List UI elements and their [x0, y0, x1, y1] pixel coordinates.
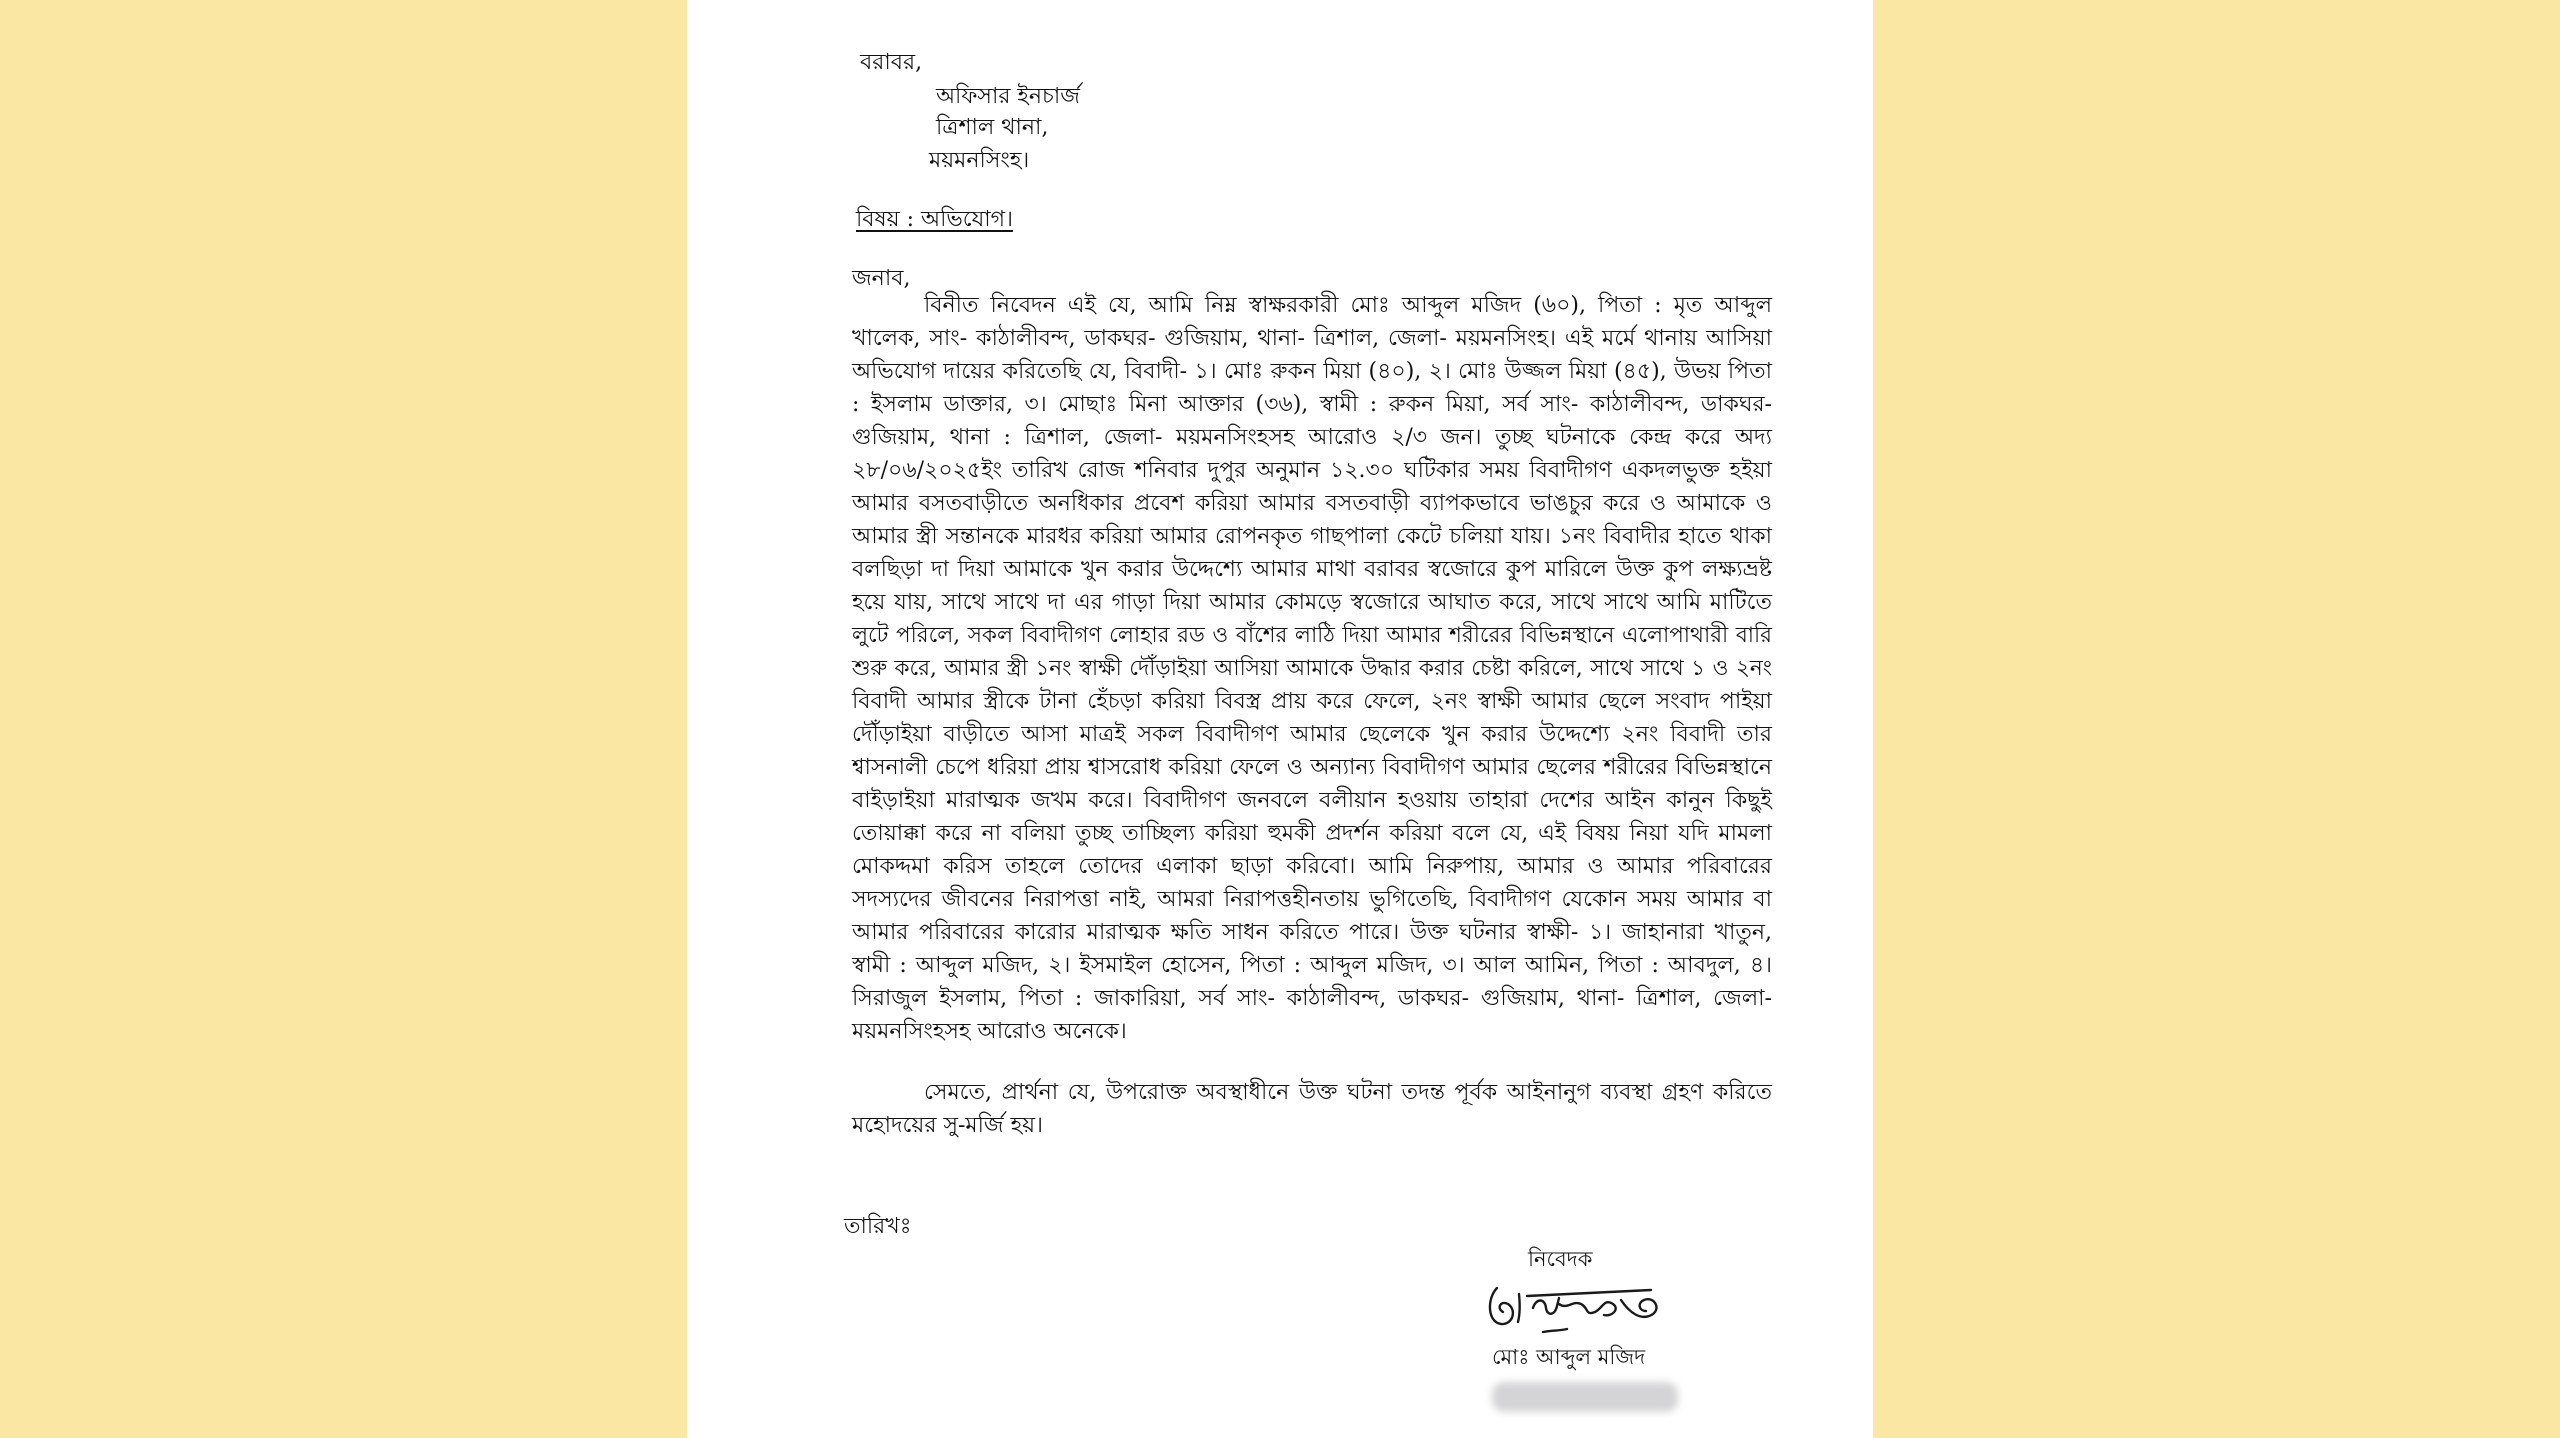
body-line: শ্বাসনালী চেপে ধরিয়া প্রায় শ্বাসরোধ করিয়া ফেলে ও অন্যান্য বিবাদীগণ আমার ছেলের শরীরের বিভিন্নস্থানে — [852, 755, 1772, 780]
body-line: শুরু করে, আমার স্ত্রী ১নং স্বাক্ষী দৌঁড়াইয়া আসিয়া আমাকে উদ্ধার করার চেষ্টা করিলে, সাথে সাথে ১ ও ২নং — [852, 656, 1772, 681]
body-line: ময়মনসিংহসহ আরোও অনেকে। — [852, 1019, 1127, 1044]
body-line: লুটে পরিলে, সকল বিবাদীগণ লোহার রড ও বাঁশের লাঠি দিয়া আমার শরীরের বিভিন্নস্থানে এলোপাথারী বারি — [852, 623, 1772, 648]
letter-page — [687, 0, 1873, 1438]
body-line: হয়ে যায়, সাথে সাথে দা এর গাড়া দিয়া আমার কোমড়ে স্বজোরে আঘাত করে, সাথে সাথে আমি মাটিতে — [852, 590, 1772, 615]
body-line: আমার পরিবারের কারোর মারাত্মক ক্ষতি সাধন করিতে পারে। উক্ত ঘটনার স্বাক্ষী- ১। জাহানারা খাতুন, — [852, 920, 1772, 945]
body-line: অভিযোগ দায়ের করিতেছি যে, বিবাদী- ১। মোঃ রুকন মিয়া (৪০), ২। মোঃ উজ্জল মিয়া (৪৫), উভয় পিতা — [852, 359, 1772, 384]
date-label: তারিখঃ — [844, 1214, 912, 1239]
recipient-district: ময়মনসিংহ। — [929, 148, 1030, 173]
signer-name: মোঃ আব্দুল মজিদ — [1492, 1345, 1646, 1369]
body-line: বলছিড়া দা দিয়া আমাকে খুন করার উদ্দেশ্যে আমার মাথা বরাবর স্বজোরে কুপ মারিলে উক্ত কুপ লক্ষ্যভ্রষ্ট — [852, 557, 1772, 582]
body-line: দৌঁড়াইয়া বাড়ীতে আসা মাত্রই সকল বিবাদীগণ আমার ছেলেকে খুন করার উদ্দেশ্যে ২নং বিবাদী তার — [852, 722, 1772, 747]
body-line: গুজিয়াম, থানা : ত্রিশাল, জেলা- ময়মনসিংহসহ আরোও ২/৩ জন। তুচ্ছ ঘটনাকে কেন্দ্র করে অদ্য — [852, 425, 1772, 450]
body-line: : ইসলাম ডাক্তার, ৩। মোছাঃ মিনা আক্তার (৩৬), স্বামী : রুকন মিয়া, সর্ব সাং- কাঠালীবন্দ, ডাকঘর- — [852, 392, 1772, 417]
body-line: সদস্যদের জীবনের নিরাপত্তা নাই, আমরা নিরাপত্তহীনতায় ভুগিতেছি, বিবাদীগণ যেকোন সময় আমার বা — [852, 887, 1772, 912]
recipient-station: ত্রিশাল থানা, — [936, 115, 1049, 140]
signoff-label: নিবেদক — [1528, 1247, 1593, 1271]
body-line: ২৮/০৬/২০২৫ইং তারিখ রোজ শনিবার দুপুর অনুমান ১২.৩০ ঘটিকার সময় বিবাদীগণ একদলভুক্ত হইয়া — [852, 458, 1772, 483]
subject-line: বিষয় : অভিযোগ। — [856, 207, 1013, 232]
body-line: তোয়াক্কা করে না বলিয়া তুচ্ছ তাচ্ছিল্য করিয়া হুমকী প্রদর্শন করিয়া বলে যে, এই বিষয় নিয়া যদি মামলা — [852, 821, 1772, 846]
prayer-line: সেমতে, প্রার্থনা যে, উপরোক্ত অবস্থাধীনে উক্ত ঘটনা তদন্ত পূর্বক আইনানুগ ব্যবস্থা গ্রহণ করিতে — [924, 1080, 1772, 1105]
greeting: জনাব, — [852, 266, 911, 291]
body-line: খালেক, সাং- কাঠালীবন্দ, ডাকঘর- গুজিয়াম, থানা- ত্রিশাল, জেলা- ময়মনসিংহ। এই মর্মে থানায় আসিয়া — [852, 326, 1772, 351]
recipient-title: অফিসার ইনচার্জ — [936, 84, 1080, 109]
prayer-paragraph — [852, 1076, 1772, 1142]
body-line: স্বামী : আব্দুল মজিদ, ২। ইসমাইল হোসেন, পিতা : আব্দুল মজিদ, ৩। আল আমিন, পিতা : আবদুল, ৪। — [852, 953, 1772, 978]
body-line: বিবাদী আমার স্ত্রীকে টানা হেঁচড়া করিয়া বিবস্ত্র প্রায় করে ফেলে, ২নং স্বাক্ষী আমার ছেলে সংবাদ পাইয়া — [852, 689, 1772, 714]
salutation-to: বরাবর, — [860, 50, 923, 75]
body-line: মোকদ্দমা করিস তাহলে তোদের এলাকা ছাড়া করিবো। আমি নিরুপায়, আমার ও আমার পরিবারের — [852, 854, 1772, 879]
body-line: বাইড়াইয়া মারাত্মক জখম করে। বিবাদীগণ জনবলে বলীয়ান হওয়ায় তাহারা দেশের আইন কানুন কিছুই — [852, 788, 1772, 813]
body-line: আমার বসতবাড়ীতে অনধিকার প্রবেশ করিয়া আমার বসতবাড়ী ব্যাপকভাবে ভাঙচুর করে ও আমাকে ও — [852, 491, 1772, 516]
body-line: সিরাজুল ইসলাম, পিতা : জাকারিয়া, সর্ব সাং- কাঠালীবন্দ, ডাকঘর- গুজিয়াম, থানা- ত্রিশাল, জেলা- — [852, 986, 1772, 1011]
prayer-line: মহোদয়ের সু-মর্জি হয়। — [852, 1113, 1043, 1138]
redacted-contact-blur — [1492, 1382, 1678, 1412]
body-line: আমার স্ত্রী সন্তানকে মারধর করিয়া আমার রোপনকৃত গাছপালা কেটে চলিয়া যায়। ১নং বিবাদীর হাতে থাকা — [852, 524, 1772, 549]
body-line: বিনীত নিবেদন এই যে, আমি নিম্ন স্বাক্ষরকারী মোঃ আব্দুল মজিদ (৬০), পিতা : মৃত আব্দুল — [924, 293, 1772, 318]
signature-image — [1483, 1278, 1669, 1344]
body-paragraph — [852, 289, 1772, 1048]
